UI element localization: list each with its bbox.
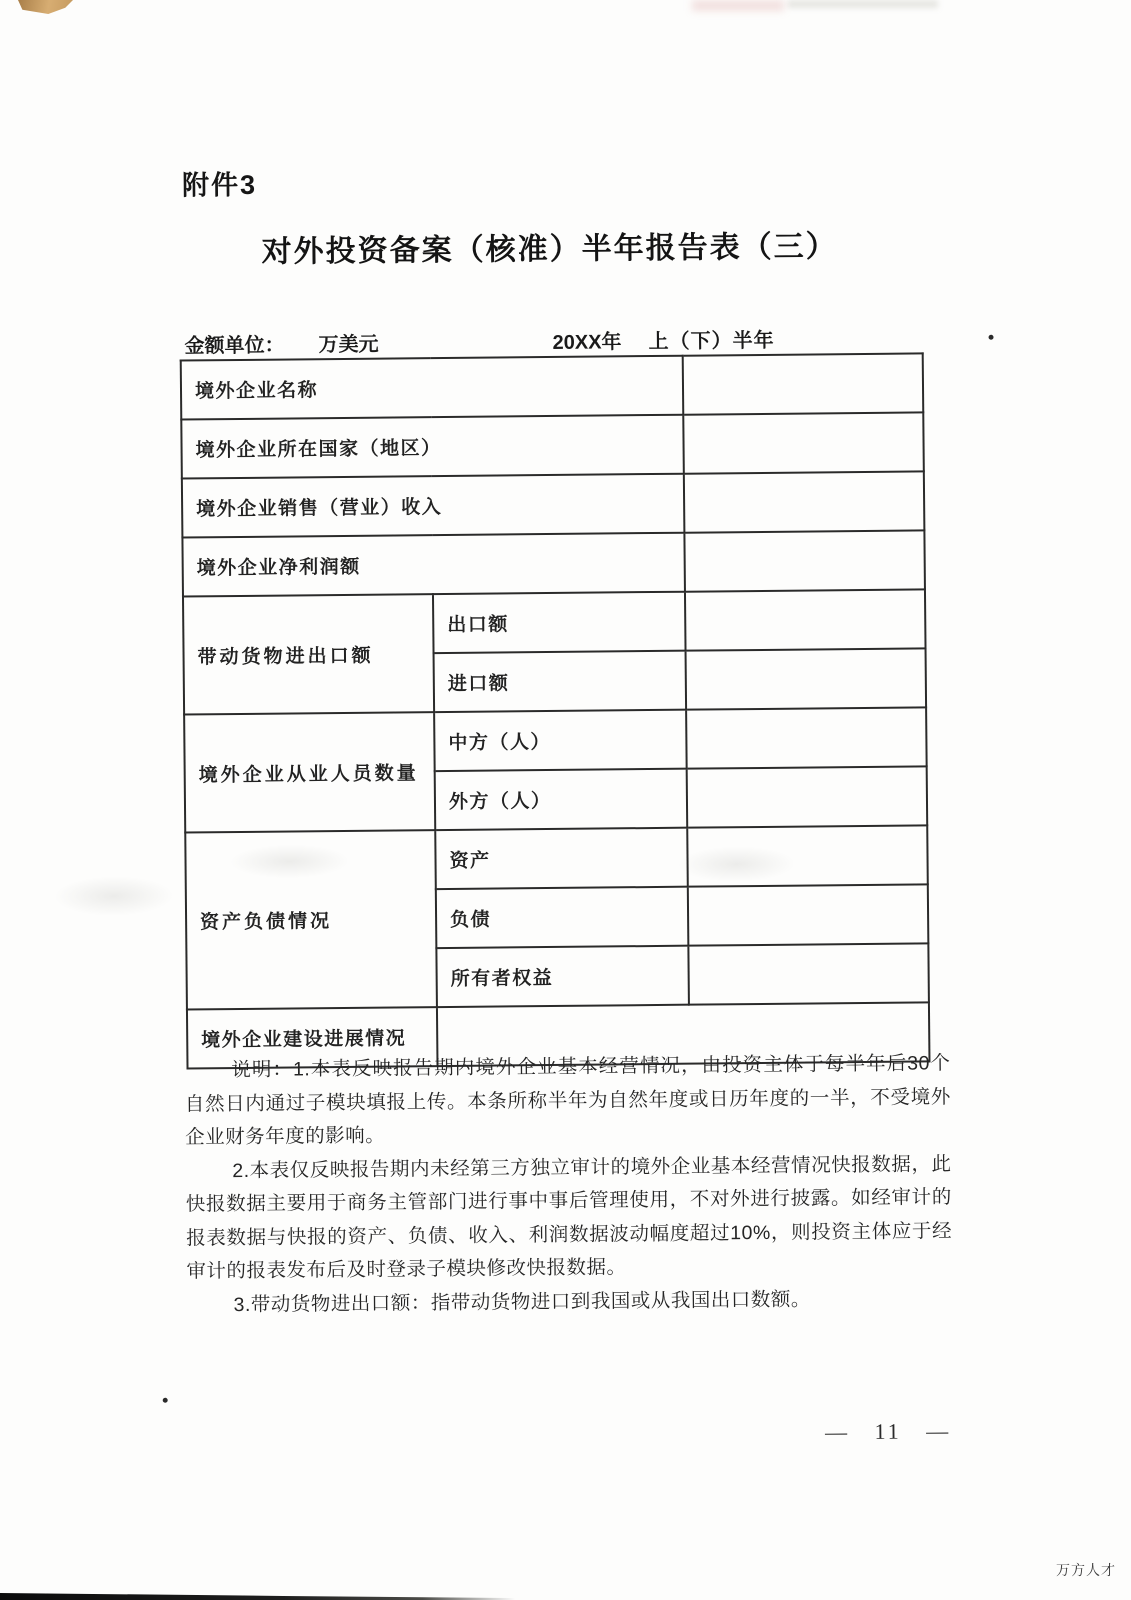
value-cell-net-profit xyxy=(684,530,925,591)
sub-label-export-amount: 出口额 xyxy=(433,592,686,653)
note-paragraph-2 xyxy=(185,1148,952,1289)
table-row xyxy=(182,471,925,537)
amount-unit-value: 万美元 xyxy=(318,333,379,357)
group-label-import-export: 带动货物进出口额 xyxy=(183,594,434,714)
sub-label-foreign-staff: 外方（人） xyxy=(435,769,688,830)
row-label-country-region: 境外企业所在国家（地区） xyxy=(181,415,684,479)
table-row xyxy=(184,707,927,773)
sub-label-liabilities: 负债 xyxy=(436,887,689,948)
table-caption-row xyxy=(184,322,926,357)
value-cell-foreign-staff xyxy=(687,766,928,827)
notes-section xyxy=(184,1047,953,1322)
sub-label-owner-equity: 所有者权益 xyxy=(436,946,689,1007)
group-label-balance-sheet: 资产负债情况 xyxy=(185,830,437,1009)
value-cell-liabilities xyxy=(688,884,929,945)
note-item-3: 3.带动货物进出口额：指带动货物进口到我国或从我国出口数额。 xyxy=(233,1288,811,1316)
value-cell-enterprise-name xyxy=(683,353,924,414)
attachment-label: 附件3 xyxy=(181,169,258,201)
table-row xyxy=(181,353,924,419)
report-form-table xyxy=(180,352,931,1069)
ink-dot xyxy=(989,335,994,340)
row-label-construction-progress: 境外企业建设进展情况 xyxy=(187,1007,438,1068)
watermark-text: 万方人才 xyxy=(1056,1562,1116,1578)
value-cell-country-region xyxy=(683,412,924,473)
table-row xyxy=(181,412,924,478)
sub-label-assets: 资产 xyxy=(435,828,688,889)
note-paragraph-3 xyxy=(187,1282,953,1323)
row-label-net-profit: 境外企业净利润额 xyxy=(182,533,685,597)
sub-label-import-amount: 进口额 xyxy=(434,651,687,712)
sub-label-chinese-staff: 中方（人） xyxy=(434,710,687,771)
table-row xyxy=(182,530,925,596)
scan-smudge xyxy=(677,846,795,883)
note-item-1: 1.本表反映报告期内境外企业基本经营情况，由投资主体于每半年后30个自然日内通过子模块填报上传。本条所称半年为自然年度或日历年度的一半，不受境外企业财务年度的影响。 xyxy=(184,1052,951,1149)
page-number: — 11 — xyxy=(824,1418,952,1445)
value-cell-export-amount xyxy=(685,589,926,650)
note-item-2: 2.本表仅反映报告期内未经第三方独立审计的境外企业基本经营情况快报数据，此快报数据主要用于商务主管部门进行事中事后管理使用，不对外进行披露。如经审计的报表数据与快报的资产、负债、收入、利润数据波动幅度超过10%，则投资主体应于经审计的报表发布后及时登录子模块修改快报数据。 xyxy=(185,1152,953,1283)
value-cell-import-amount xyxy=(686,648,927,709)
scan-smudge xyxy=(229,844,349,879)
ink-dot xyxy=(163,1398,168,1403)
row-label-enterprise-name: 境外企业名称 xyxy=(181,356,684,420)
value-cell-chinese-staff xyxy=(686,707,927,768)
page-title: 对外投资备案（核准）半年报告表（三） xyxy=(261,230,838,269)
scan-smudge xyxy=(54,876,174,917)
group-label-employee-count: 境外企业从业人员数量 xyxy=(184,712,435,832)
row-label-sales-revenue: 境外企业销售（营业）收入 xyxy=(182,474,685,538)
value-cell-sales-revenue xyxy=(684,471,925,532)
report-half-year: 上（下）半年 xyxy=(648,329,775,354)
amount-unit-label: 金额单位： xyxy=(184,334,285,358)
table-row xyxy=(183,589,926,655)
notes-heading: 说明： xyxy=(231,1058,294,1082)
report-year: 20XX年 xyxy=(552,331,622,354)
value-cell-owner-equity xyxy=(688,943,929,1004)
note-paragraph-1 xyxy=(184,1047,951,1155)
